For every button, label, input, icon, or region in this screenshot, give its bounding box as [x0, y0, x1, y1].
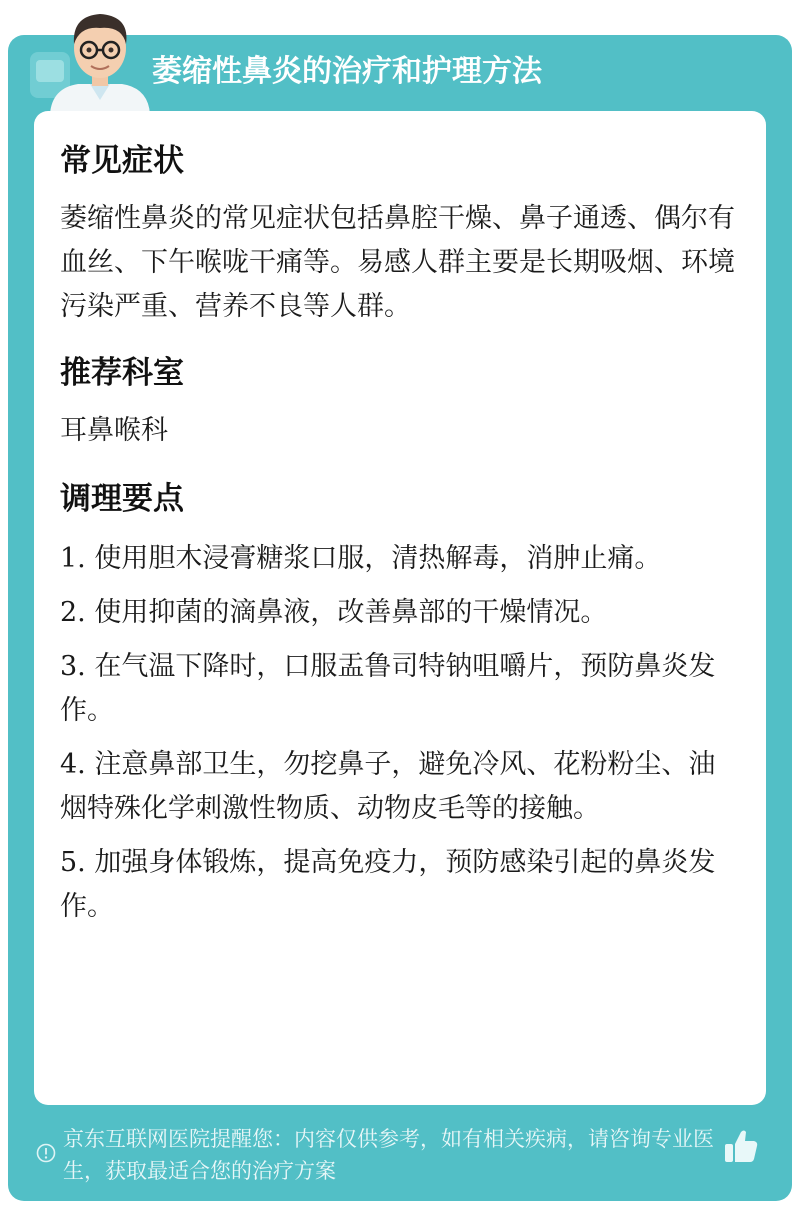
disclaimer-text: 京东互联网医院提醒您：内容仅供参考，如有相关疾病，请咨询专业医生，获取最适合您的治疗方案	[63, 1127, 714, 1183]
care-list	[60, 537, 738, 929]
symptoms-text: 萎缩性鼻炎的常见症状包括鼻腔干燥、鼻子通透、偶尔有血丝、下午喉咙干痛等。易感人群主要是长期吸烟、环境污染严重、营养不良等人群。	[60, 203, 735, 322]
section-title-department: 推荐科室	[60, 355, 184, 391]
list-item-number: 2.	[60, 597, 86, 628]
section-title-symptoms: 常见症状	[60, 143, 184, 179]
list-item	[60, 537, 738, 581]
page-title: 萎缩性鼻炎的治疗和护理方法	[152, 54, 542, 89]
list-item	[60, 743, 738, 831]
list-item-text: 在气温下降时，口服盂鲁司特钠咀嚼片，预防鼻炎发作。	[60, 651, 716, 726]
list-item-text: 使用抑菌的滴鼻液，改善鼻部的干燥情况。	[94, 597, 608, 628]
list-item-text: 使用胆木浸膏糖浆口服，清热解毒，消肿止痛。	[94, 543, 662, 574]
thumbs-up-icon[interactable]	[722, 1126, 760, 1166]
list-item-number: 1.	[60, 543, 86, 574]
list-item-number: 4.	[60, 749, 86, 780]
content-panel	[34, 111, 766, 1105]
section-title-care: 调理要点	[60, 481, 184, 517]
list-item	[60, 841, 738, 929]
department-text: 耳鼻喉科	[60, 415, 168, 446]
list-item	[60, 645, 738, 733]
list-item-text: 注意鼻部卫生，勿挖鼻子，避免冷风、花粉粉尘、油烟特殊化学刺激性物质、动物皮毛等的接触。	[60, 749, 716, 824]
list-item	[60, 591, 738, 635]
doctor-avatar-icon	[30, 4, 170, 114]
info-icon	[36, 1143, 56, 1163]
list-item-number: 3.	[60, 651, 86, 682]
list-item-number: 5.	[60, 847, 86, 878]
list-item-text: 加强身体锻炼，提高免疫力，预防感染引起的鼻炎发作。	[60, 847, 716, 922]
